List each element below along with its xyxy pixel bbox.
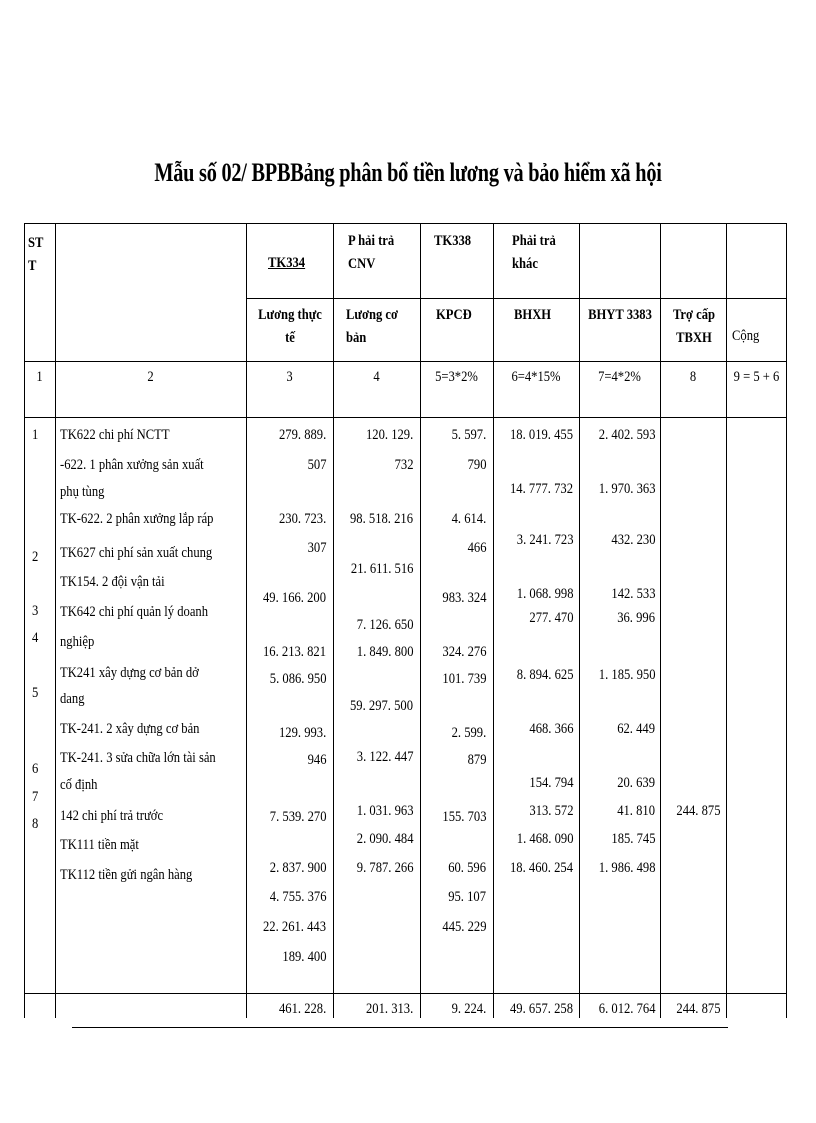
- c6-10: 18. 460. 254: [510, 860, 573, 876]
- header-tk338: TK338: [434, 233, 472, 249]
- c4-0: 120. 129.: [365, 427, 413, 443]
- c5-8: 879: [467, 752, 486, 768]
- c5-4: 983. 324: [441, 590, 486, 606]
- c6-3: 1. 068. 998: [516, 586, 573, 602]
- desc-2: phụ tùng: [60, 484, 105, 500]
- c3-5: 16. 213. 821: [263, 644, 326, 660]
- c4-9: 2. 090. 484: [356, 831, 413, 847]
- c3-7: 129. 993.: [278, 725, 326, 741]
- c7-5: 1. 185. 950: [598, 667, 655, 683]
- c4-7: 3. 122. 447: [356, 749, 413, 765]
- c4-5: 1. 849. 800: [356, 644, 413, 660]
- total-c7: 6. 012. 764: [598, 1001, 655, 1017]
- desc-7: nghiệp: [60, 634, 95, 650]
- index-9: 9 = 5 + 6: [733, 369, 780, 385]
- total-c4: 201. 313.: [365, 1001, 413, 1017]
- c7-8: 41. 810: [617, 803, 655, 819]
- col-border-2: [246, 223, 247, 1018]
- c4-10: 9. 787. 266: [356, 860, 413, 876]
- index-3: 3: [286, 369, 293, 385]
- stt-1: 1: [32, 427, 39, 443]
- index-2: 2: [147, 369, 154, 385]
- body-bottom-border: [24, 993, 786, 994]
- desc-8: TK241 xây dựng cơ bản dở: [60, 665, 199, 681]
- c5-0: 5. 597.: [451, 427, 486, 443]
- index-7: 7=4*2%: [598, 369, 641, 385]
- c7-6: 62. 449: [617, 721, 655, 737]
- index-4: 4: [373, 369, 380, 385]
- c3-3: 307: [307, 540, 326, 556]
- c5-10: 60. 596: [448, 860, 486, 876]
- c5-12: 445. 229: [441, 919, 486, 935]
- col-border-9: [786, 223, 787, 1018]
- col-border-3: [333, 223, 334, 1018]
- c6-8: 313. 572: [528, 803, 573, 819]
- header-tro-cap: Trợ cấp TBXH: [672, 307, 716, 346]
- c3-10: 2. 837. 900: [269, 860, 326, 876]
- c3-4: 49. 166. 200: [263, 590, 326, 606]
- col-border-6: [579, 223, 580, 1018]
- stt-8: 8: [32, 816, 39, 832]
- c7-3: 142. 533: [610, 586, 655, 602]
- c4-2: 98. 518. 216: [350, 511, 413, 527]
- col-border-8: [726, 223, 727, 1018]
- c3-6: 5. 086. 950: [269, 671, 326, 687]
- index-row-border: [24, 417, 786, 418]
- stt-7: 7: [32, 789, 39, 805]
- total-c6: 49. 657. 258: [510, 1001, 573, 1017]
- desc-10: TK-241. 2 xây dựng cơ bản: [60, 721, 200, 737]
- header-phaitra-khac: Phải trả khác: [512, 233, 556, 272]
- col-border-0: [24, 223, 25, 1018]
- c6-9: 1. 468. 090: [516, 831, 573, 847]
- desc-3: TK-622. 2 phân xưởng lắp ráp: [60, 511, 214, 527]
- desc-6: TK642 chi phí quản lý doanh: [60, 604, 209, 620]
- header-luong-co-ban: Lương cơ bản: [346, 307, 398, 346]
- c8-0: 244. 875: [675, 803, 720, 819]
- desc-11: TK-241. 3 sửa chữa lớn tài sản: [60, 750, 216, 766]
- c4-6: 59. 297. 500: [350, 698, 413, 714]
- total-c3: 461. 228.: [278, 1001, 326, 1017]
- desc-9: dang: [60, 691, 85, 707]
- c3-1: 507: [307, 457, 326, 473]
- header-row-divider: [246, 298, 786, 299]
- desc-13: 142 chi phí trả trước: [60, 808, 164, 824]
- c5-2: 4. 614.: [451, 511, 486, 527]
- c5-7: 2. 599.: [451, 725, 486, 741]
- header-tk334: TK334: [268, 255, 306, 271]
- c7-0: 2. 402. 593: [598, 427, 655, 443]
- c3-8: 946: [307, 752, 326, 768]
- c7-10: 1. 986. 498: [598, 860, 655, 876]
- c6-1: 14. 777. 732: [510, 481, 573, 497]
- c7-2: 432. 230: [610, 532, 655, 548]
- c6-6: 468. 366: [528, 721, 573, 737]
- page-title: Mẫu số 02/ BPBBảng phân bổ tiền lương và bảo hiểm xã hội: [154, 158, 662, 187]
- footer-rule: [72, 1027, 728, 1028]
- c4-3: 21. 611. 516: [350, 561, 413, 577]
- c4-4: 7. 126. 650: [356, 617, 413, 633]
- desc-12: cố định: [60, 777, 98, 793]
- table-top-border: [24, 223, 786, 224]
- index-1: 1: [36, 369, 43, 385]
- header-phaitra-cnv: P hải trả CNV: [348, 233, 395, 272]
- header-kpcd: KPCĐ: [436, 307, 472, 323]
- header-bhxh: BHXH: [514, 307, 552, 323]
- total-c5: 9. 224.: [451, 1001, 486, 1017]
- c7-4: 36. 996: [617, 610, 655, 626]
- header-luong-thuc-te: Lương thực tế: [258, 307, 322, 346]
- c5-9: 155. 703: [441, 809, 486, 825]
- index-8: 8: [689, 369, 697, 385]
- header-bhyt: BHYT 3383: [588, 307, 652, 323]
- desc-0: TK622 chi phí NCTT: [60, 427, 170, 443]
- header-stt: STT: [28, 235, 44, 274]
- index-5: 5=3*2%: [435, 369, 478, 385]
- c3-13: 189. 400: [281, 949, 326, 965]
- header-bottom-border: [24, 361, 786, 362]
- c6-0: 18. 019. 455: [510, 427, 573, 443]
- col-border-5: [493, 223, 494, 1018]
- c5-3: 466: [467, 540, 486, 556]
- stt-5: 5: [32, 685, 39, 701]
- c5-5: 324. 276: [441, 644, 486, 660]
- stt-6: 6: [32, 761, 39, 777]
- c6-7: 154. 794: [528, 775, 573, 791]
- desc-14: TK111 tiền mặt: [60, 837, 139, 853]
- c6-2: 3. 241. 723: [516, 532, 573, 548]
- c3-11: 4. 755. 376: [269, 889, 326, 905]
- c4-8: 1. 031. 963: [356, 803, 413, 819]
- total-c8: 244. 875: [675, 1001, 720, 1017]
- c5-1: 790: [467, 457, 486, 473]
- desc-15: TK112 tiền gửi ngân hàng: [60, 867, 193, 883]
- stt-2: 2: [32, 549, 39, 565]
- header-cong: Cộng: [732, 328, 760, 344]
- c7-1: 1. 970. 363: [598, 481, 655, 497]
- c7-7: 20. 639: [617, 775, 655, 791]
- c3-2: 230. 723.: [278, 511, 326, 527]
- col-border-1: [55, 223, 56, 1018]
- c6-4: 277. 470: [528, 610, 573, 626]
- desc-4: TK627 chi phí sản xuất chung: [60, 545, 213, 561]
- desc-5: TK154. 2 đội vận tải: [60, 574, 165, 590]
- c5-6: 101. 739: [441, 671, 486, 687]
- index-6: 6=4*15%: [511, 369, 561, 385]
- stt-3: 3: [32, 603, 39, 619]
- c6-5: 8. 894. 625: [516, 667, 573, 683]
- c3-12: 22. 261. 443: [263, 919, 326, 935]
- col-border-7: [660, 223, 661, 1018]
- c3-9: 7. 539. 270: [269, 809, 326, 825]
- c5-11: 95. 107: [448, 889, 486, 905]
- c3-0: 279. 889.: [278, 427, 326, 443]
- stt-4: 4: [32, 630, 39, 646]
- col-border-4: [420, 223, 421, 1018]
- desc-1: -622. 1 phân xưởng sản xuất: [60, 457, 204, 473]
- c4-1: 732: [394, 457, 413, 473]
- c7-9: 185. 745: [610, 831, 655, 847]
